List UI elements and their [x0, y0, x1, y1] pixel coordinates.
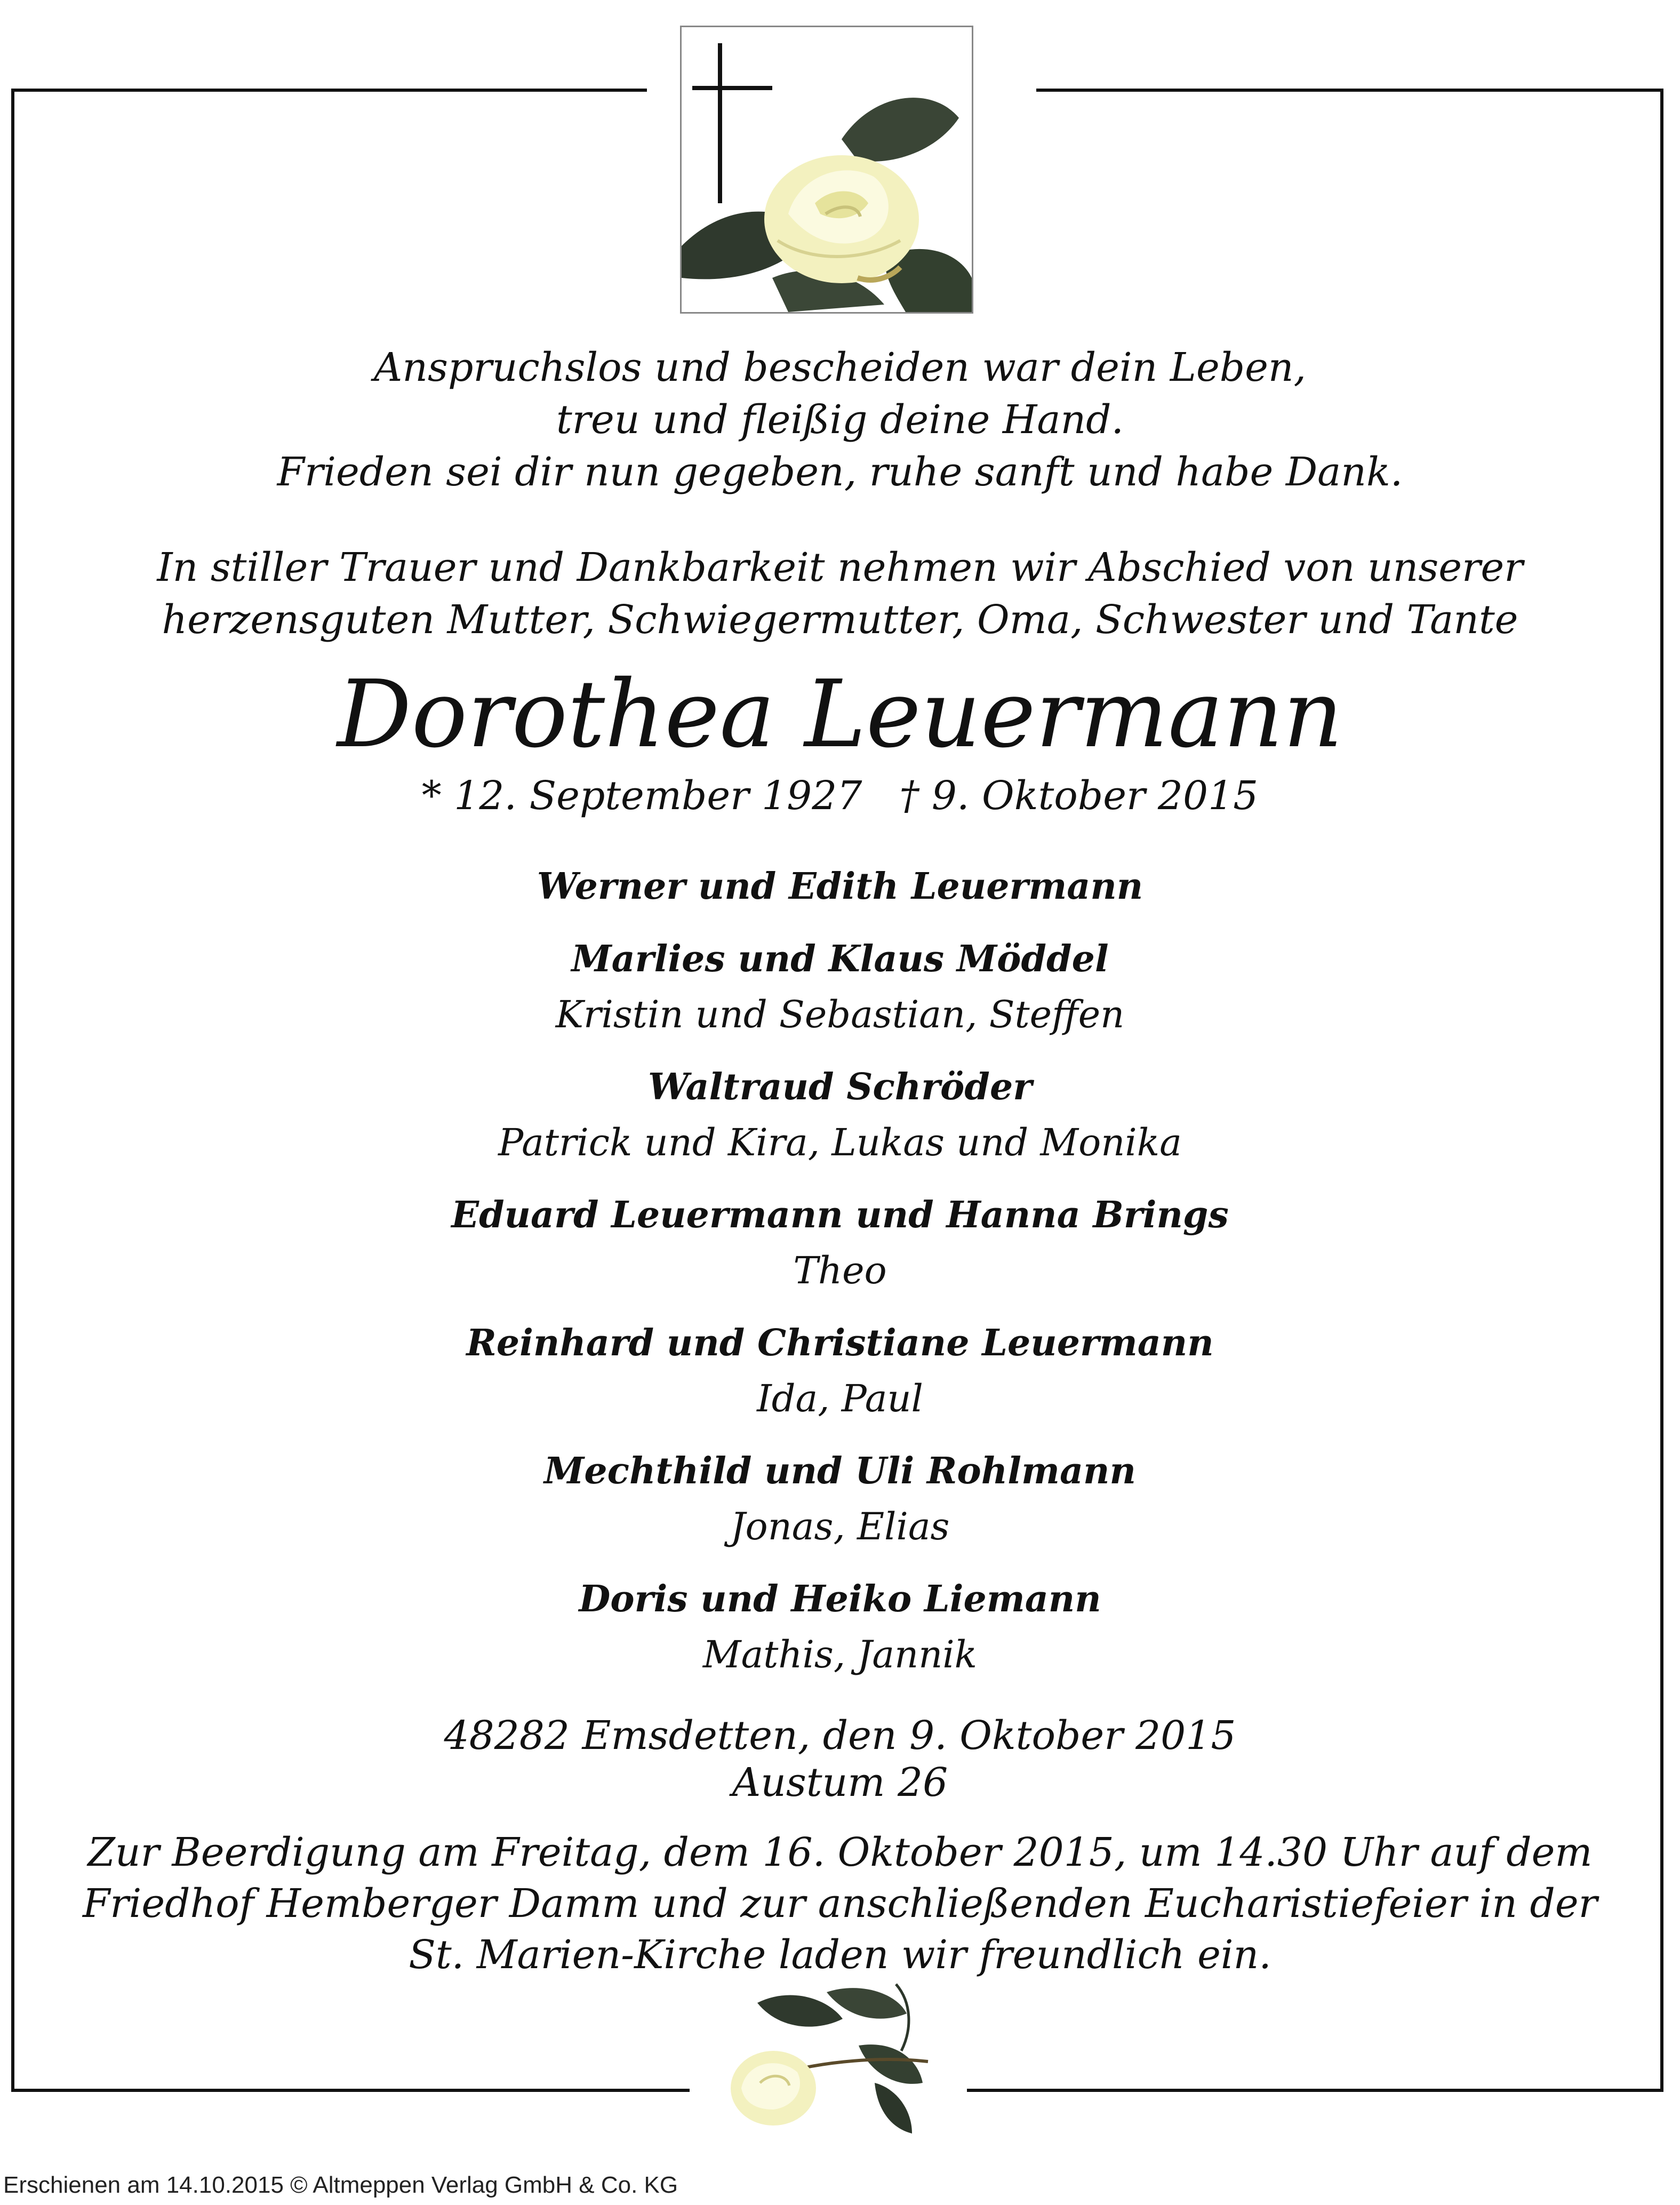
intro: [64, 541, 1616, 646]
family-children: Patrick und Kira, Lukas und Monika: [498, 1121, 1182, 1164]
intro-line: herzensguten Mutter, Schwiegermutter, Oma, Schwester und Tante: [162, 597, 1518, 643]
verse-line: Frieden sei dir nun gegeben, ruhe sanft und habe Dank.: [277, 449, 1403, 495]
family-children: Ida, Paul: [757, 1377, 923, 1420]
address-line: Austum 26: [732, 1760, 948, 1805]
family-children: Jonas, Elias: [730, 1505, 950, 1548]
family-name: Waltraud Schröder: [647, 1066, 1033, 1108]
family-entry: [64, 1314, 1616, 1425]
family-entry: [64, 1058, 1616, 1169]
rose-icon: [720, 1982, 944, 2136]
family-entry: [64, 1186, 1616, 1297]
family-entry: [64, 930, 1616, 1041]
cross-rose-icon: [680, 26, 973, 314]
family-name: Mechthild und Uli Rohlmann: [544, 1450, 1136, 1492]
place-line: 48282 Emsdetten, den 9. Oktober 2015: [444, 1713, 1236, 1759]
family-children: Theo: [793, 1249, 887, 1292]
verse: [64, 341, 1616, 498]
family-name: Eduard Leuermann und Hanna Brings: [451, 1194, 1229, 1236]
deceased-name: Dorothea Leuermann: [337, 660, 1343, 769]
life-dates: [64, 769, 1616, 822]
publication-footer: Erschienen am 14.10.2015 © Altmeppen Verlag GmbH & Co. KG: [3, 2172, 678, 2198]
verse-line: Anspruchslos und bescheiden war dein Leben,: [373, 345, 1307, 390]
family-name: Werner und Edith Leuermann: [537, 865, 1143, 908]
family-name: Doris und Heiko Liemann: [579, 1578, 1101, 1620]
family-children: Kristin und Sebastian, Steffen: [555, 993, 1125, 1036]
family-entry: [64, 1570, 1616, 1681]
place-date: [64, 1712, 1616, 1806]
family-children: Mathis, Jannik: [702, 1633, 978, 1676]
verse-line: treu und fleißig deine Hand.: [556, 397, 1124, 443]
funeral-line: Friedhof Hemberger Damm und zur anschließenden Eucharistiefeier in der: [82, 1881, 1598, 1927]
birth-date: * 12. September 1927: [421, 773, 862, 819]
mourners-list: [64, 858, 1616, 1698]
funeral-line: Zur Beerdigung am Freitag, dem 16. Oktober 2015, um 14.30 Uhr auf dem: [87, 1829, 1593, 1875]
intro-line: In stiller Trauer und Dankbarkeit nehmen wir Abschied von unserer: [157, 545, 1523, 590]
family-name: Reinhard und Christiane Leuermann: [466, 1322, 1214, 1364]
family-entry: [64, 858, 1616, 930]
funeral-line: St. Marien-Kirche laden wir freundlich ein.: [409, 1932, 1271, 1978]
family-entry: [64, 1442, 1616, 1553]
death-date: † 9. Oktober 2015: [899, 773, 1259, 819]
funeral-notice: [64, 1827, 1616, 1980]
family-name: Marlies und Klaus Möddel: [571, 938, 1109, 980]
